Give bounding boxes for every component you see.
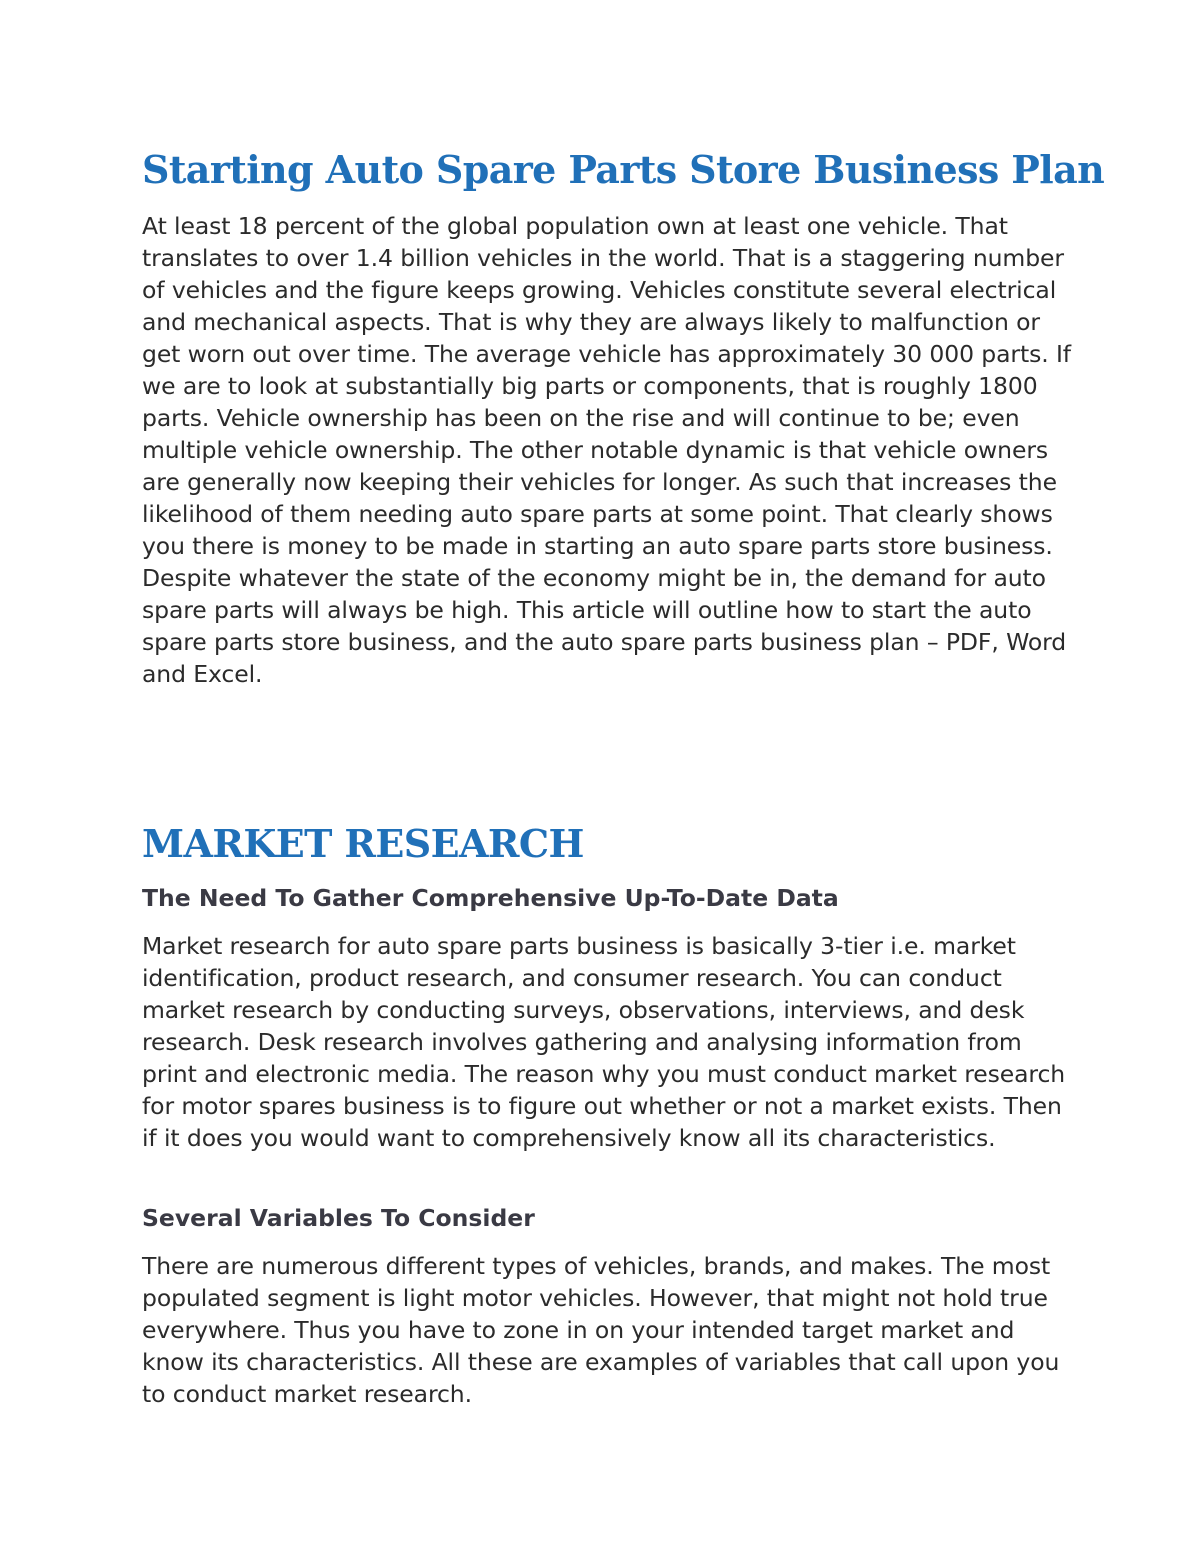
subsection-paragraph-variables: There are numerous different types of vehicles, brands, and makes. The most populated segment is light motor vehicles. However, that might not hold true everywhere. Thus you have to zone in on your intended target market and know its characteristics. All these are examples of variables that call upon you to conduct market research. (142, 1252, 1060, 1408)
subsection-heading-variables: Several Variables To Consider (142, 1204, 535, 1232)
intro-paragraph: At least 18 percent of the global population own at least one vehicle. That translates to over 1.4 billion vehicles in the world. That is a staggering number of vehicles and the figure keeps growing. Vehicles constitute several electrical and mechanical aspects. That is why they are always likely to malfunction or get worn out over time. The average vehicle has approximately 30 000 parts. If we are to look at substantially big parts or components, that is roughly 1800 parts. Vehicle ownership has been on the rise and will continue to be; even multiple vehicle ownership. The other notable dynamic is that vehicle owners are generally now keeping their vehicles for longer. As such that increases the likelihood of them needing auto spare parts at some point. That clearly shows you there is money to be made in starting an auto spare parts store business. Despite whatever the state of the economy might be in, the demand for auto spare parts will always be high. This article will outline how to start the auto spare parts store business, and the auto spare parts business plan – PDF, Word and Excel. (142, 212, 1071, 688)
document-title: Starting Auto Spare Parts Store Business Plan (142, 147, 1105, 192)
subsection-paragraph-comprehensive-data: Market research for auto spare parts business is basically 3-tier i.e. market identification, product research, and consumer research. You can conduct market research by conducting surveys, observations, interviews, and desk research. Desk research involves gathering and analysing information from print and electronic media. The reason why you must conduct market research for motor spares business is to figure out whether or not a market exists. Then if it does you would want to comprehensively know all its characteristics. (142, 932, 1066, 1152)
subsection-heading-comprehensive-data: The Need To Gather Comprehensive Up-To-Date Data (142, 884, 839, 912)
section-heading-market-research: MARKET RESEARCH (142, 821, 584, 866)
